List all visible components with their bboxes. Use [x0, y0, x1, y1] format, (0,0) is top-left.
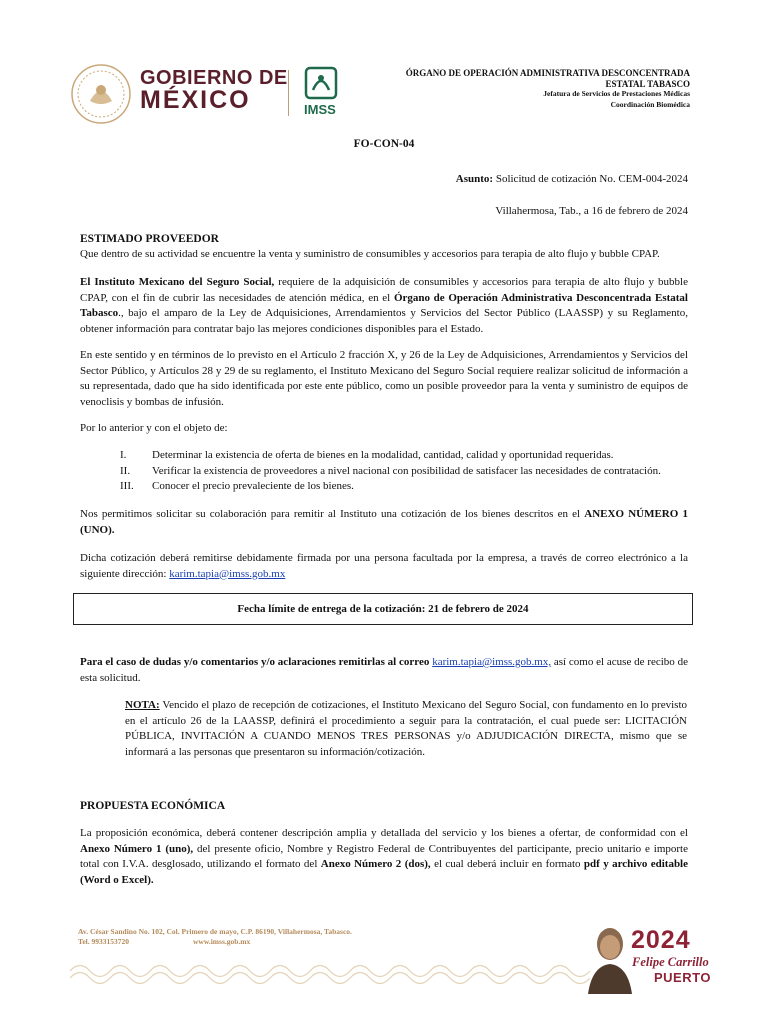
- deadline-box: [73, 593, 693, 625]
- year-badge: 2024: [631, 926, 691, 954]
- date-line: Villahermosa, Tab., a 16 de febrero de 2024: [495, 205, 688, 217]
- paragraph-proposal: [80, 826, 688, 888]
- paragraph-objective: Por lo anterior y con el objeto de:: [80, 422, 228, 434]
- note-label: NOTA:: [125, 699, 160, 711]
- p5-text: Dicha cotización deberá remitirse debidamente firmada por una persona facultada por la empresa, a través de correo electrónico a la siguiente dirección:: [80, 552, 688, 580]
- contact-email-link[interactable]: karim.tapia@imss.gob.mx: [169, 567, 286, 580]
- list-num: I.: [120, 449, 127, 461]
- p1-text2: ., bajo el amparo de la Ley de Adquisiciones, Arrendamientos y Servicios del Sector Público (LAASSP) y su Reglamento, obtener información para contratar bajo las mejores condiciones disponibles para el Estado.: [80, 307, 688, 335]
- list-num: II.: [120, 464, 131, 477]
- list-text: Verificar la existencia de proveedores a nivel nacional con posibilidad de satisfacer las necesidades de contratación.: [152, 464, 661, 477]
- subject-text: Solicitud de cotización No. CEM-004-2024: [495, 173, 688, 185]
- subject-line: [456, 172, 688, 188]
- issuing-office: [406, 68, 690, 110]
- annex-1-bold: Anexo Número 1 (uno),: [80, 842, 194, 855]
- footer-web: www.imss.gob.mx: [192, 936, 251, 946]
- paragraph-request: [80, 507, 688, 538]
- list-text: Conocer el precio prevaleciente de los bienes.: [152, 480, 354, 492]
- p7-c: del presente oficio, Nombre y Registro Federal de Contribuyentes del participante, precio unitario e importe total con I.V.A. desglosado, utilizando el formato del: [80, 842, 688, 870]
- format-bold: pdf y archivo editable (Word o Excel).: [80, 858, 688, 886]
- office-line3: Jefatura de Servicios de Prestaciones Médicas: [543, 89, 690, 98]
- p7-d: el cual deberá incluir en formato: [430, 858, 584, 870]
- p6-text: así como el acuse de recibo de esta solicitud.: [80, 656, 688, 684]
- footer-phone: Tel. 9933153720: [78, 936, 129, 946]
- office-line1: ÓRGANO DE OPERACIÓN ADMINISTRATIVA DESCONCENTRADA: [405, 68, 690, 78]
- paragraph-legal-basis: En este sentido y en términos de lo previsto en el Artículo 2 fracción X, y 26 de la Ley de Adquisiciones, Arrendamientos y Servicios del Sector Público, y Artículos 28 y 29 de su reglamento, el Instituto Mexicano del Seguro Social requiere realizar solicitud de información a su representada, dado que ha sido identificada por este ente público, como un posible proveedor para la venta y suministro de equipos de venoclisis y bombas de infusión.: [80, 349, 688, 408]
- salutation: ESTIMADO PROVEEDOR: [80, 233, 219, 245]
- intro-paragraph: Que dentro de su actividad se encuentre la venta y suministro de consumibles y accesorios para terapia de alto flujo y bubble CPAP.: [80, 248, 660, 260]
- p6-bold: Para el caso de dudas y/o comentarios y/o aclaraciones remitirlas al correo: [80, 656, 433, 668]
- p4-text: Nos permitimos solicitar su colaboración para remitir al Instituto una cotización de los bienes descritos en el: [80, 508, 585, 520]
- p1-text1: requiere de la adquisición de consumibles y accesorios para terapia de alto flujo y bubble CPAP, con el fin de cubrir las necesidades de atención médica, en el: [80, 276, 688, 304]
- p1-bold1: El Instituto Mexicano del Seguro Social,: [80, 276, 275, 288]
- list-num: III.: [120, 480, 134, 492]
- annex-1-ref: ANEXO NÚMERO 1 (UNO).: [80, 508, 688, 536]
- section-title: PROPUESTA ECONÓMICA: [80, 800, 226, 812]
- badge-name1: Felipe Carrillo: [632, 955, 709, 969]
- note-paragraph: [125, 698, 687, 760]
- list-item: [120, 479, 661, 495]
- annex-2-bold: Anexo Número 2 (dos),: [320, 858, 431, 870]
- office-line4: Coordinación Biomédica: [610, 99, 690, 109]
- imss-label: IMSS: [304, 102, 336, 117]
- questions-email-link[interactable]: karim.tapia@imss.gob.mx,: [432, 656, 552, 668]
- objective-list: [120, 448, 661, 495]
- list-text: Determinar la existencia de oferta de bienes en la modalidad, cantidad, calidad y oportunidad requeridas.: [152, 449, 614, 461]
- badge-name2: PUERTO: [654, 970, 711, 985]
- p1-bold2: Órgano de Operación Administrativa Desconcentrada Estatal Tabasco: [80, 291, 688, 319]
- deadline-text: Fecha límite de entrega de la cotización: 21 de febrero de 2024: [237, 603, 529, 615]
- footer-address: [78, 927, 352, 946]
- note-text: Vencido el plazo de recepción de cotizaciones, el Instituto Mexicano del Seguro Social, con fundamento en lo previsto en el artículo 26 de la LAASSP, definirá el procedimiento a seguir para la contratación, el cual puede ser: LICITACIÓN PÚBLICA, INVITACIÓN A CUANDO MENOS TRES PERSONAS y/o ADJUDICACIÓN DIRECTA, mismo que se informará a las personas que presentaron su información/cotización.: [125, 699, 687, 758]
- gov-seal-logo: [70, 63, 132, 125]
- paragraph-email: [80, 551, 688, 582]
- list-item: [120, 464, 661, 480]
- header-divider: [288, 70, 289, 116]
- footer-decorative-pattern: [70, 958, 590, 984]
- subject-label: Asunto:: [455, 173, 494, 185]
- document-code: FO-CON-04: [353, 138, 415, 150]
- imss-logo-icon: [304, 66, 338, 100]
- gov-name-line2: MÉXICO: [140, 86, 251, 114]
- portrait-figure: [584, 922, 636, 994]
- p7-a: La proposición económica, deberá contener descripción amplia y detallada del servicio y los bienes a ofertar, de conformidad con el: [80, 827, 688, 839]
- gov-name-line1: GOBIERNO DE: [140, 67, 288, 89]
- list-item: [120, 448, 661, 464]
- paragraph-questions: [80, 655, 688, 686]
- paragraph-institute: [80, 275, 688, 337]
- office-line2: ESTATAL TABASCO: [605, 78, 690, 89]
- footer-address-line: Av. César Sandino No. 102, Col. Primero de mayo, C.P. 86190, Villahermosa, Tabasco.: [78, 927, 352, 936]
